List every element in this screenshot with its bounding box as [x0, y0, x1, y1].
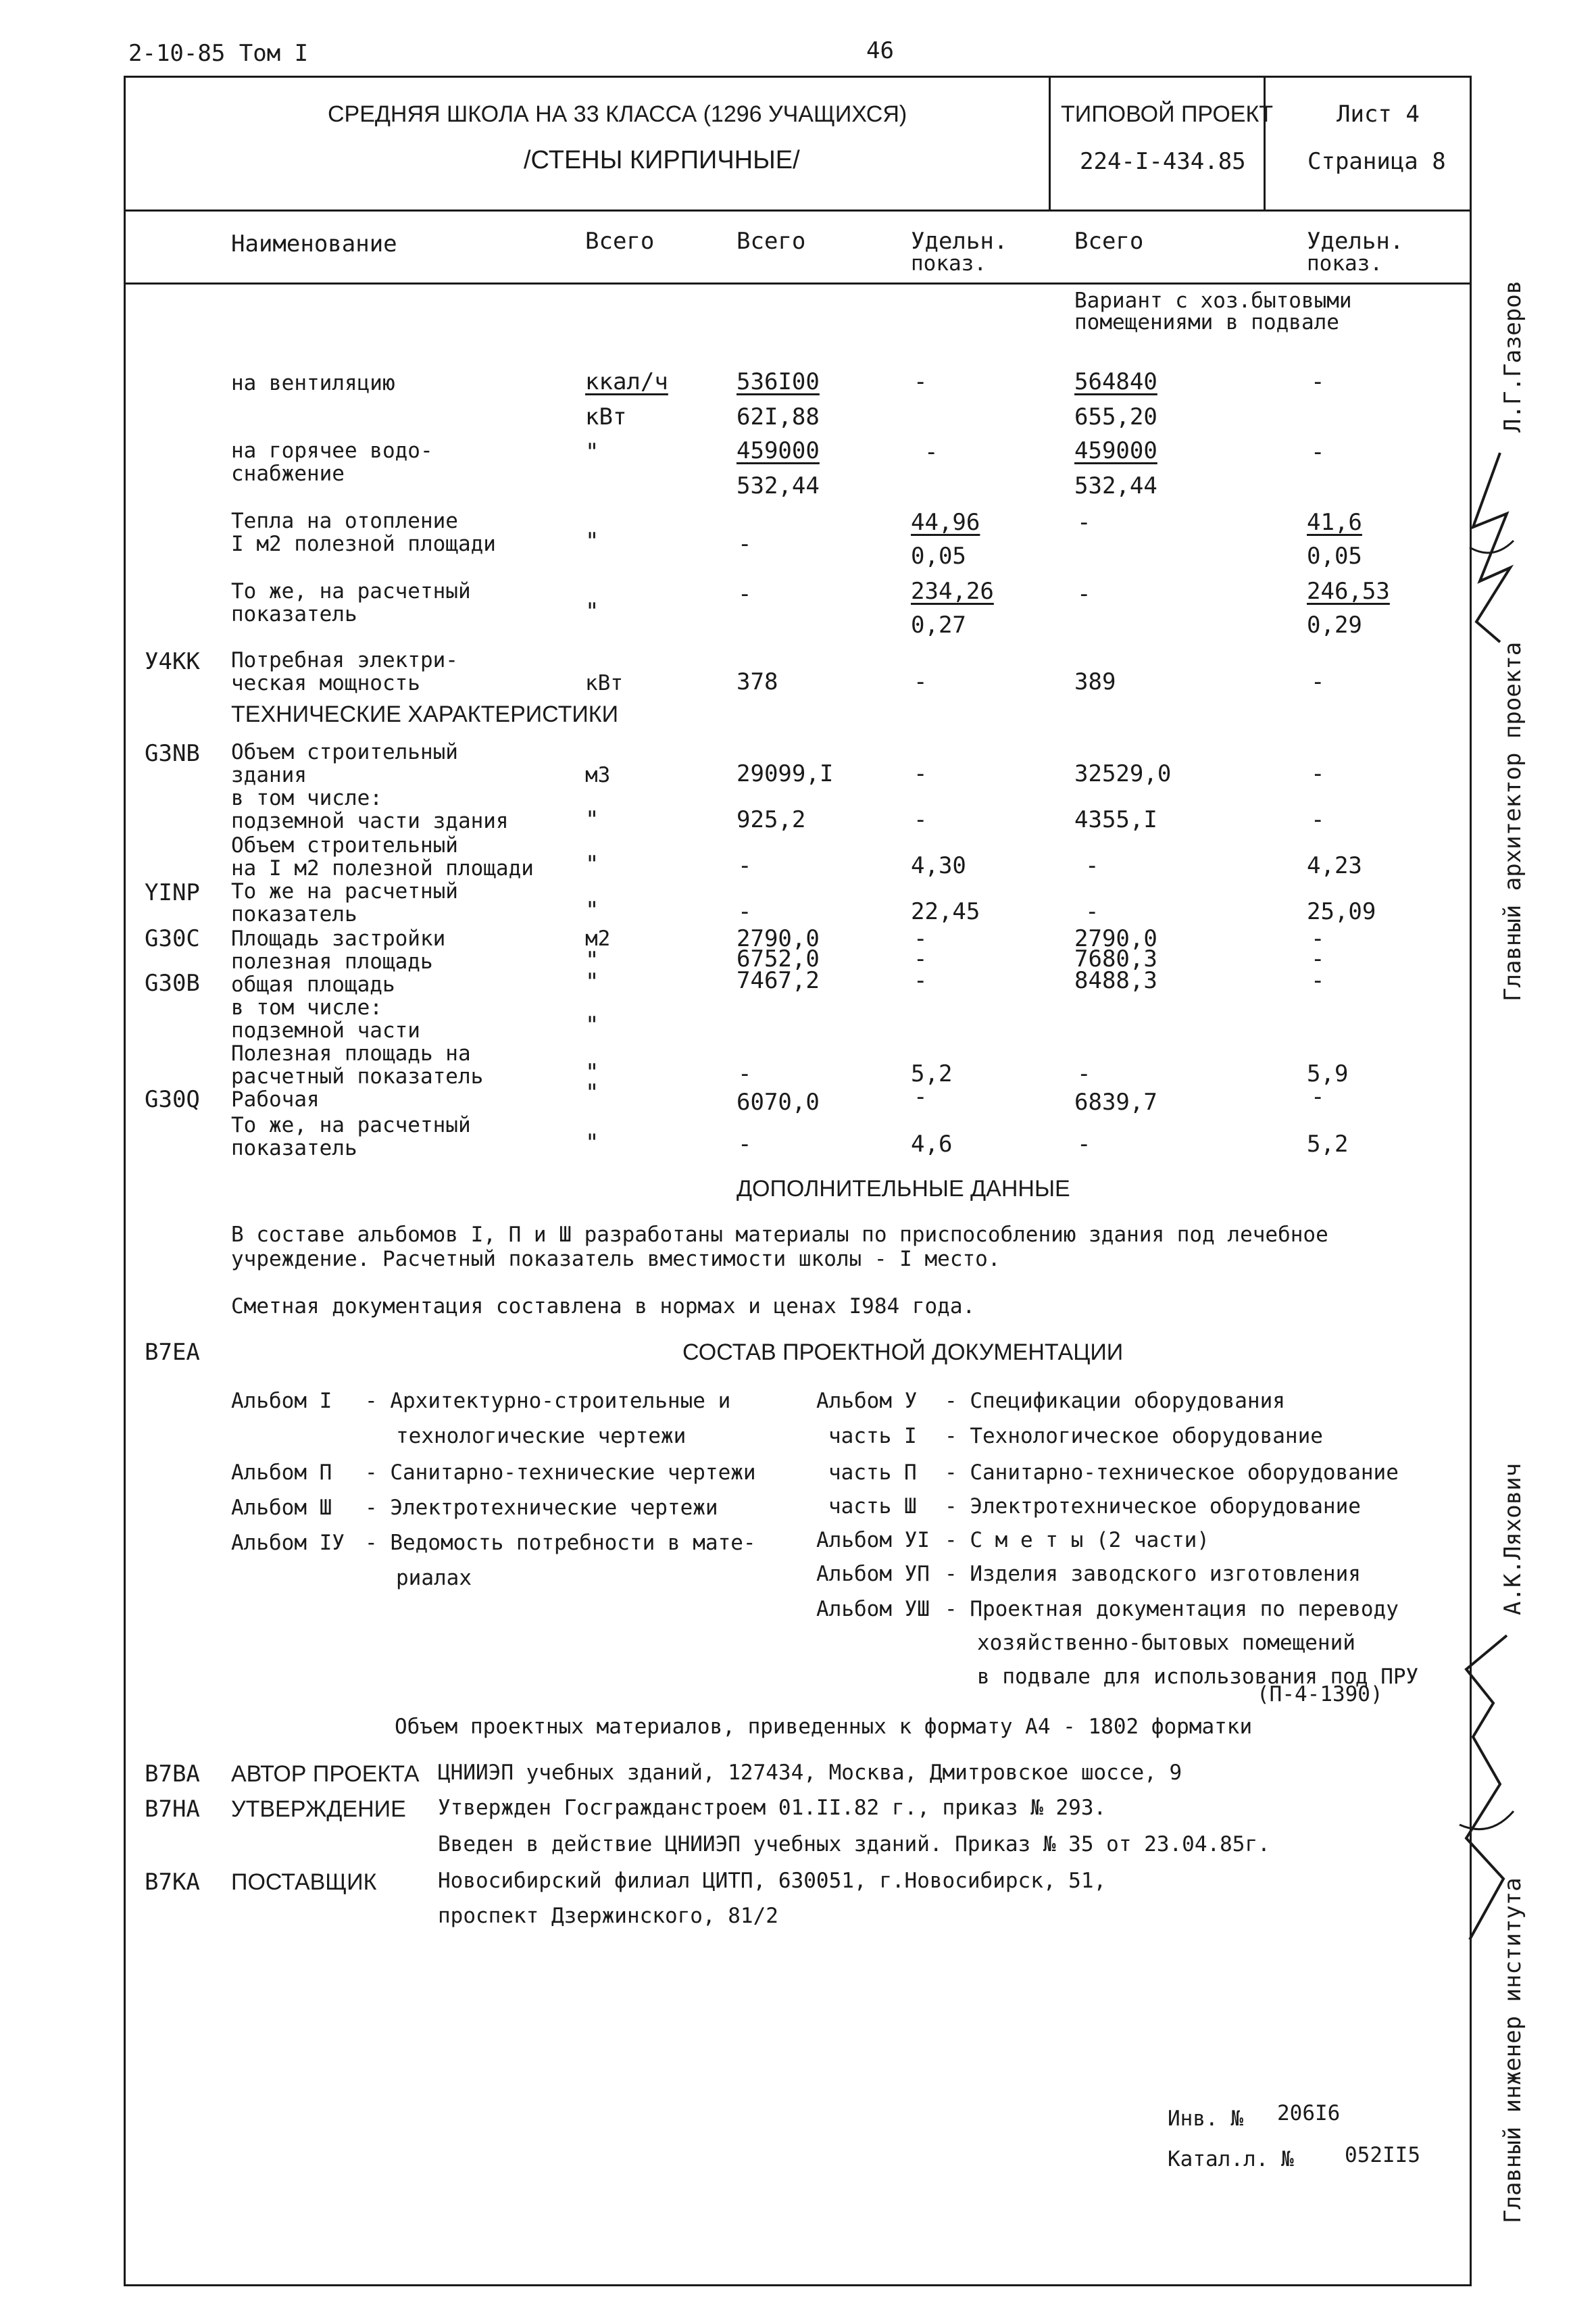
col-total-1: Всего	[585, 228, 655, 255]
built-spec-1: -	[914, 925, 928, 952]
work-value: 6070,0	[737, 1089, 820, 1116]
col-spec-1a: Удельн.	[911, 228, 1008, 255]
work-name: Рабочая	[231, 1087, 320, 1112]
left-text-5: риалах	[396, 1566, 472, 1590]
under-name: подземной части здания	[231, 809, 509, 833]
vol-calc-value: -	[738, 898, 752, 925]
header-rule	[124, 210, 1472, 212]
right-label-2: часть П	[828, 1460, 917, 1485]
frame-bottom	[124, 2284, 1472, 2286]
project-code: 224-I-434.85	[1080, 148, 1246, 175]
vent-unit-1: ккал/ч	[585, 368, 668, 395]
frame-top	[124, 76, 1472, 78]
credit-code-3: B7KA	[145, 1869, 200, 1896]
page-number: 46	[866, 37, 894, 64]
useful-calc-name-1: Полезная площадь на	[231, 1041, 471, 1066]
project-label: ТИПОВОЙ ПРОЕКТ	[1061, 101, 1274, 127]
water-variant-1: 459000	[1074, 437, 1157, 464]
right-text-2: - Санитарно-техническое оборудование	[945, 1460, 1399, 1485]
total-area-name: общая площадь	[231, 973, 395, 997]
work-calc-spec-1: 4,6	[911, 1131, 953, 1158]
inv-label: Инв. №	[1168, 2107, 1243, 2131]
water-variant-2: 532,44	[1074, 472, 1157, 499]
page-label: Страница 8	[1307, 148, 1446, 175]
water-name-1: на горячее водо-	[231, 439, 433, 463]
additional-p1-line2: учреждение. Расчетный показатель вместимости школы - I место.	[231, 1247, 1001, 1271]
vent-variant-1: 564840	[1074, 368, 1157, 395]
under-part-name: подземной части	[231, 1018, 420, 1043]
work-calc-unit: "	[585, 1129, 599, 1156]
vol-code: G3NB	[145, 740, 200, 767]
work-unit: "	[585, 1079, 599, 1106]
composition-heading: СОСТАВ ПРОЕКТНОЙ ДОКУМЕНТАЦИИ	[682, 1339, 1124, 1365]
useful-variant: 7680,3	[1074, 945, 1157, 973]
heat-name-1: Тепла на отопление	[231, 509, 458, 533]
left-text-3: - Электротехнические чертежи	[365, 1496, 718, 1520]
power-value: 378	[737, 668, 778, 695]
water-value-2: 532,44	[737, 472, 820, 499]
vol-m2-unit: "	[585, 851, 599, 878]
heat-spec-2a: 41,6	[1307, 509, 1362, 536]
right-text-8: в подвале для использования под ПРУ	[977, 1665, 1419, 1689]
volume-note: Объем проектных материалов, приведенных к формату А4 - 1802 форматки	[395, 1715, 1253, 1739]
vol-name-1: Объем строительный	[231, 740, 458, 764]
credit-text-1: Утвержден Госгражданстроем 01.II.82 г., приказ № 293.	[438, 1796, 1107, 1820]
additional-heading: ДОПОЛНИТЕЛЬНЫЕ ДАННЫЕ	[737, 1176, 1070, 1202]
heat-calc-spec-2a: 246,53	[1307, 578, 1390, 605]
inv-value: 206I6	[1277, 2101, 1341, 2125]
col-spec-2a: Удельн.	[1307, 228, 1404, 255]
water-unit: "	[585, 439, 599, 466]
chief-engineer-title: Главный инженер института	[1499, 1877, 1526, 2223]
vent-value-2: 62I,88	[737, 403, 820, 430]
additional-p1-line1: В составе альбомов I, П и Ш разработаны материалы по приспособлению здания под лечебное	[231, 1223, 1328, 1247]
under-value: 925,2	[737, 806, 806, 833]
vol-calc-variant: -	[1085, 898, 1099, 925]
right-label-3: часть Ш	[828, 1494, 917, 1519]
left-text-4: - Ведомость потребности в мате-	[365, 1531, 756, 1555]
built-code: G30C	[145, 925, 200, 952]
chief-architect-name: Л.Г.Газеров	[1499, 280, 1526, 433]
work-spec-2: -	[1311, 1083, 1325, 1110]
heat-spec-1a: 44,96	[911, 509, 980, 536]
useful-calc-name-2: расчетный показатель	[231, 1064, 484, 1089]
left-label-0: Альбом I	[231, 1389, 332, 1413]
col-total-3: Всего	[1074, 228, 1144, 255]
built-variant: 2790,0	[1074, 925, 1157, 952]
frame-left	[124, 76, 126, 2286]
credit-text-4: проспект Дзержинского, 81/2	[438, 1904, 778, 1928]
left-text-2: - Санитарно-технические чертежи	[365, 1460, 756, 1485]
cat-label: Катал.л. №	[1168, 2147, 1294, 2171]
power-spec-1: -	[914, 668, 928, 695]
col-total-2: Всего	[737, 228, 806, 255]
variant-line-1: Вариант с хоз.бытовыми	[1074, 289, 1352, 313]
under-part-unit: "	[585, 1012, 599, 1039]
power-unit: кВт	[585, 671, 623, 695]
total-area-value: 7467,2	[737, 967, 820, 994]
composition-code: B7EA	[145, 1339, 200, 1366]
header-divider-2	[1264, 76, 1266, 211]
left-text-0: - Архитектурно-строительные и	[365, 1389, 731, 1413]
vent-spec-1: -	[914, 368, 928, 395]
right-text-3: - Электротехническое оборудование	[945, 1494, 1361, 1519]
vol-calc-name-1: То же на расчетный	[231, 879, 458, 904]
credit-text-0: ЦНИИЭП учебных зданий, 127434, Москва, Дмитровское шоссе, 9	[438, 1761, 1182, 1785]
signature-engineer	[1453, 1622, 1520, 1960]
vol-spec-1: -	[914, 760, 928, 787]
vol-name-2: здания	[231, 763, 307, 787]
chief-engineer-name: А.К.Ляхович	[1499, 1462, 1526, 1615]
heat-calc-name-2: показатель	[231, 602, 357, 626]
heat-value: -	[738, 531, 752, 558]
col-spec-2b: показ.	[1307, 251, 1382, 276]
built-name: Площадь застройки	[231, 927, 446, 951]
useful-name: полезная площадь	[231, 950, 433, 974]
vol-calc-code: YINP	[145, 879, 200, 906]
power-variant: 389	[1074, 668, 1116, 695]
right-text-0: - Спецификации оборудования	[945, 1389, 1285, 1413]
vol-variant: 32529,0	[1074, 760, 1172, 787]
credit-label-1: УТВЕРЖДЕНИЕ	[231, 1796, 406, 1822]
right-label-4: Альбом УI	[816, 1528, 930, 1552]
vol-spec-2: -	[1311, 760, 1325, 787]
right-text-6: - Проектная документация по переводу	[945, 1597, 1399, 1621]
total-area-unit: "	[585, 968, 599, 995]
work-code: G30Q	[145, 1086, 200, 1113]
useful-calc-spec-1: 5,2	[911, 1060, 953, 1087]
credit-label-0: АВТОР ПРОЕКТА	[231, 1761, 420, 1787]
credit-code-1: B7HA	[145, 1796, 200, 1823]
heat-spec-1b: 0,05	[911, 543, 966, 570]
left-text-1: технологические чертежи	[396, 1424, 687, 1448]
heat-variant: -	[1077, 509, 1091, 536]
tech-heading: ТЕХНИЧЕСКИЕ ХАРАКТЕРИСТИКИ	[231, 701, 619, 727]
heat-spec-2b: 0,05	[1307, 543, 1362, 570]
left-label-4: Альбом IУ	[231, 1531, 345, 1555]
right-label-0: Альбом У	[816, 1389, 918, 1413]
heat-calc-value: -	[738, 581, 752, 608]
water-name-2: снабжение	[231, 462, 345, 486]
power-name-2: ческая мощность	[231, 671, 420, 695]
series-label: 2-10-85 Том I	[128, 40, 309, 67]
vol-unit: м3	[585, 763, 611, 787]
vent-name: на вентиляцию	[231, 371, 395, 395]
work-variant: 6839,7	[1074, 1089, 1157, 1116]
built-spec-2: -	[1311, 925, 1325, 952]
vent-unit-2: кВт	[585, 403, 627, 430]
heat-calc-unit: "	[585, 598, 599, 625]
under-unit: "	[585, 806, 599, 833]
useful-unit: "	[585, 947, 599, 974]
heat-calc-name-1: То же, на расчетный	[231, 579, 471, 604]
sheet-label: Лист 4	[1337, 101, 1420, 128]
vol-calc-unit: "	[585, 897, 599, 924]
right-label-6: Альбом УШ	[816, 1597, 930, 1621]
credit-text-3: Новосибирский филиал ЦИТП, 630051, г.Новосибирск, 51,	[438, 1869, 1107, 1893]
credit-label-3: ПОСТАВЩИК	[231, 1869, 377, 1895]
work-calc-value: -	[738, 1131, 752, 1158]
total-area-spec-1: -	[914, 967, 928, 994]
vent-spec-2: -	[1311, 368, 1325, 395]
built-unit: м2	[585, 927, 611, 951]
work-calc-name-2: показатель	[231, 1136, 357, 1160]
vol-m2-spec-2: 4,23	[1307, 852, 1362, 879]
right-text-4: - С м е т ы (2 части)	[945, 1528, 1210, 1552]
right-text-5: - Изделия заводского изготовления	[945, 1562, 1361, 1586]
under-spec-1: -	[914, 806, 928, 833]
pru-ref: (П-4-1390)	[1257, 1682, 1383, 1706]
vol-m2-spec-1: 4,30	[911, 852, 966, 879]
heat-calc-spec-1b: 0,27	[911, 612, 966, 639]
heat-calc-variant: -	[1077, 581, 1091, 608]
vol-m2-value: -	[738, 852, 752, 879]
vol-calc-spec-2: 25,09	[1307, 898, 1376, 925]
under-spec-2: -	[1311, 806, 1325, 833]
useful-calc-value: -	[738, 1060, 752, 1087]
useful-value: 6752,0	[737, 945, 820, 973]
heat-name-2: I м2 полезной площади	[231, 532, 496, 556]
power-spec-2: -	[1311, 668, 1325, 695]
heat-calc-spec-1a: 234,26	[911, 578, 994, 605]
work-spec-1: -	[914, 1083, 928, 1110]
vent-value-1: 536I00	[737, 368, 820, 395]
useful-spec-1: -	[914, 945, 928, 973]
useful-calc-variant: -	[1077, 1060, 1091, 1087]
water-spec-2: -	[1311, 439, 1325, 466]
vol-m2-name-2: на I м2 полезной площади	[231, 856, 534, 881]
right-label-1: часть I	[828, 1424, 917, 1448]
col-name: Наименование	[231, 230, 397, 257]
built-value: 2790,0	[737, 925, 820, 952]
left-label-2: Альбом П	[231, 1460, 332, 1485]
title-line-1: СРЕДНЯЯ ШКОЛА НА 33 КЛАССА (1296 УЧАЩИХСЯ)	[328, 101, 907, 127]
right-label-5: Альбом УП	[816, 1562, 930, 1586]
water-value-1: 459000	[737, 437, 820, 464]
left-label-3: Альбом Ш	[231, 1496, 332, 1520]
vent-variant-2: 655,20	[1074, 403, 1157, 430]
useful-spec-2: -	[1311, 945, 1325, 973]
useful-calc-spec-2: 5,9	[1307, 1060, 1349, 1087]
vol-m2-variant: -	[1085, 852, 1099, 879]
work-calc-name-1: То же, на расчетный	[231, 1113, 471, 1137]
columns-rule	[124, 282, 1472, 285]
vol-calc-spec-1: 22,45	[911, 898, 980, 925]
useful-calc-unit: "	[585, 1059, 599, 1086]
power-code: У4КК	[145, 648, 200, 675]
heat-calc-spec-2b: 0,29	[1307, 612, 1362, 639]
signature-architect	[1460, 446, 1520, 649]
heat-unit: "	[585, 528, 599, 555]
power-name-1: Потребная электри-	[231, 648, 458, 672]
work-calc-variant: -	[1077, 1131, 1091, 1158]
total-area-code: G30B	[145, 970, 200, 997]
title-line-2: /СТЕНЫ КИРПИЧНЫЕ/	[524, 146, 800, 174]
water-spec-1: -	[924, 439, 939, 466]
right-text-1: - Технологическое оборудование	[945, 1424, 1323, 1448]
chief-architect-title: Главный архитектор проекта	[1499, 641, 1526, 1002]
incl-label: в том числе:	[231, 786, 382, 810]
additional-p2: Сметная документация составлена в нормах и ценах I984 года.	[231, 1294, 976, 1319]
incl2-label: в том числе:	[231, 995, 382, 1020]
total-area-variant: 8488,3	[1074, 967, 1157, 994]
variant-line-2: помещениями в подвале	[1074, 310, 1339, 335]
credit-code-0: B7BA	[145, 1761, 200, 1788]
vol-value: 29099,I	[737, 760, 834, 787]
credit-text-2: Введен в действие ЦНИИЭП учебных зданий. Приказ № 35 от 23.04.85г.	[438, 1832, 1270, 1856]
under-variant: 4355,I	[1074, 806, 1157, 833]
vol-m2-name-1: Объем строительный	[231, 833, 458, 858]
col-spec-1b: показ.	[911, 251, 987, 276]
header-divider-1	[1049, 76, 1051, 211]
vol-calc-name-2: показатель	[231, 902, 357, 927]
cat-value: 052II5	[1345, 2143, 1420, 2167]
right-text-7: хозяйственно-бытовых помещений	[977, 1631, 1355, 1655]
work-calc-spec-2: 5,2	[1307, 1131, 1349, 1158]
total-area-spec-2: -	[1311, 967, 1325, 994]
